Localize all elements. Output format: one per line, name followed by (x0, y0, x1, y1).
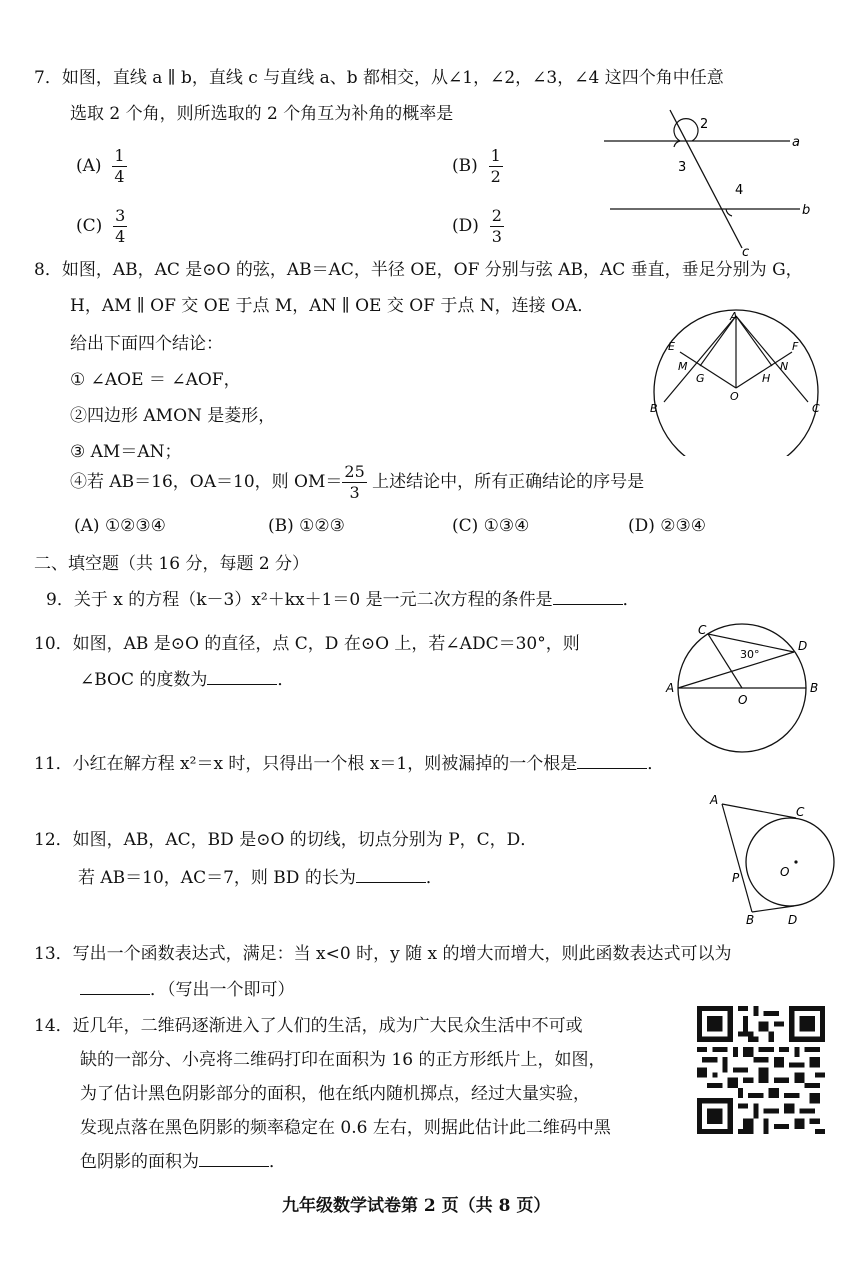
q12-figure (704, 790, 844, 930)
q14-line3: 为了估计黑色阴影部分的面积，他在纸内随机掷点，经过大量实验， (80, 1084, 590, 1104)
q8-conclusion-4: ④若 AB＝16，OA＝10，则 OM＝ $\frac{25}{3}$ 上述结论中，所有正确结论的序号是 (70, 462, 645, 502)
q14-line5: 色阴影的面积为 ． (80, 1152, 286, 1172)
q14-line1: 14．近几年，二维码逐渐进入了人们的生活，成为广大民众生活中不可或 (34, 1016, 583, 1036)
fraction: $\frac{25}{3}$ (344, 462, 365, 502)
svg-text:C: C (796, 805, 805, 819)
q8-conclusion-3: ③ AM＝AN； (70, 442, 182, 462)
q8-option-d: (D) ②③④ (628, 516, 707, 536)
q8-conclusion-1: ① ∠AOE ＝ ∠AOF， (70, 370, 241, 390)
svg-text:A: A (666, 681, 675, 695)
fraction: $\frac{1}{4}$ (114, 146, 125, 186)
q8-option-c: (C) ①③④ (452, 516, 530, 536)
answer-blank[interactable] (577, 752, 647, 769)
qr-code-image (694, 1006, 828, 1134)
svg-text:A: A (710, 793, 719, 807)
q7-label-4: 4 (735, 183, 744, 198)
q12-stem: 12．如图，AB，AC，BD 是⊙O 的切线，切点分别为 P，C，D． (34, 830, 538, 850)
svg-text:C: C (812, 402, 820, 415)
svg-text:30°: 30° (740, 648, 760, 661)
fraction: $\frac{1}{2}$ (490, 146, 501, 186)
q7-stem-line1: 7．如图，直线 a ∥ b，直线 c 与直线 a、b 都相交，从∠1，∠2，∠3，∠4 这四个角中任意 (34, 68, 724, 88)
q7-option-a: (A) $\frac{1}{4}$ (76, 146, 125, 186)
q11: 11．小红在解方程 x²＝x 时，只得出一个根 x＝1，则被漏掉的一个根是 ． (34, 754, 665, 774)
q8-option-b: (B) ①②③ (268, 516, 345, 536)
q7-label-3: 3 (678, 160, 687, 175)
q7-stem-line2: 选取 2 个角，则所选取的 2 个角互为补角的概率是 (70, 104, 454, 124)
q10-answer-line: ∠BOC 的度数为 ． (80, 670, 295, 690)
q8-figure (650, 308, 822, 456)
q8-option-a: (A) ①②③④ (74, 516, 166, 536)
fraction: $\frac{3}{4}$ (115, 206, 126, 246)
svg-text:F: F (792, 340, 799, 353)
answer-blank[interactable] (207, 668, 277, 685)
q14-line2: 缺的一部分、小亮将二维码打印在面积为 16 的正方形纸片上，如图， (80, 1050, 606, 1070)
answer-blank[interactable] (553, 588, 623, 605)
q12-answer-line: 若 AB＝10，AC＝7，则 BD 的长为 ． (78, 868, 443, 888)
q10-figure (664, 618, 832, 768)
q8-stem-line2: H，AM ∥ OF 交 OE 于点 M，AN ∥ OE 交 OF 于点 N，连接 OA． (70, 296, 595, 316)
svg-text:B: B (650, 402, 658, 415)
svg-text:A: A (730, 310, 738, 323)
svg-text:O: O (780, 865, 790, 879)
section-title: 二、填空题（共 16 分，每题 2 分） (34, 554, 310, 574)
answer-blank[interactable] (199, 1150, 269, 1167)
svg-text:B: B (810, 681, 819, 695)
svg-text:M: M (678, 360, 688, 373)
svg-text:P: P (732, 871, 740, 885)
q14-line4: 发现点落在黑色阴影的频率稳定在 0.6 左右，则据此估计此二维码中黑 (80, 1118, 611, 1138)
q7-figure (600, 108, 820, 258)
q7-option-b: (B) $\frac{1}{2}$ (452, 146, 501, 186)
svg-text:D: D (788, 913, 798, 927)
answer-blank[interactable] (80, 978, 150, 995)
answer-blank[interactable] (356, 866, 426, 883)
q7-label-a: a (792, 135, 800, 150)
svg-text:G: G (696, 372, 705, 385)
svg-text:O: O (738, 693, 748, 707)
q8-intro: 给出下面四个结论： (70, 334, 223, 354)
page-footer: 九年级数学试卷第 2 页（共 8 页） (282, 1196, 551, 1216)
q13-stem: 13．写出一个函数表达式，满足：当 x<0 时，y 随 x 的增大而增大，则此函数表达式可以为 (34, 944, 732, 964)
svg-text:N: N (780, 360, 789, 373)
q8-stem-line1: 8．如图，AB，AC 是⊙O 的弦，AB＝AC，半径 OE，OF 分别与弦 AB，AC 垂直，垂足分别为 G， (34, 260, 803, 280)
svg-text:B: B (746, 913, 755, 927)
svg-text:C: C (698, 623, 707, 637)
svg-text:D: D (798, 639, 808, 653)
q9: 9．关于 x 的方程（k－3）x²＋kx＋1＝0 是一元二次方程的条件是 ． (46, 590, 640, 610)
svg-text:E: E (668, 340, 675, 353)
q13-answer-line: ．（写出一个即可） (80, 978, 295, 1002)
q7-label-b: b (802, 203, 811, 218)
q7-label-c: c (742, 245, 750, 258)
q8-conclusion-2: ②四边形 AMON 是菱形， (70, 406, 276, 426)
q7-label-2: 2 (700, 117, 709, 132)
fraction: $\frac{2}{3}$ (491, 206, 502, 246)
q10-stem: 10．如图，AB 是⊙O 的直径，点 C，D 在⊙O 上，若∠ADC＝30°，则 (34, 634, 580, 654)
q7-option-c: (C) $\frac{3}{4}$ (76, 206, 126, 246)
svg-text:H: H (762, 372, 771, 385)
q7-option-d: (D) $\frac{2}{3}$ (452, 206, 502, 246)
svg-text:O: O (730, 390, 739, 403)
